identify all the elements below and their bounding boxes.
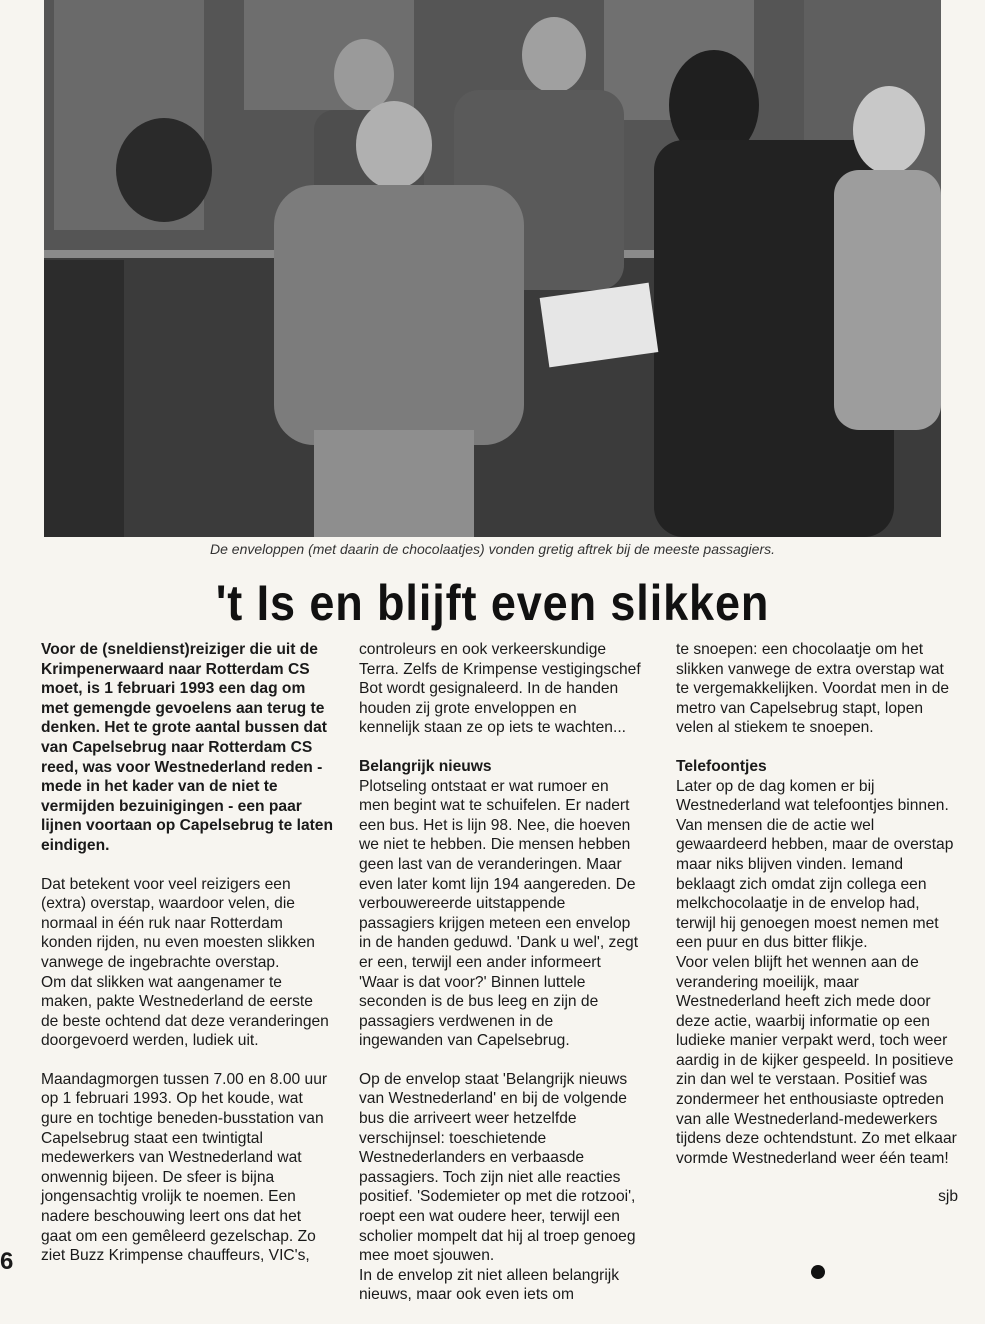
article-photo xyxy=(44,0,941,537)
lead-paragraph: Voor de (sneldienst)reiziger die uit de Krimpenerwaard naar Rotterdam CS moet, is 1 februari 1993 een dag om met gemengde gevoelens aan terug te denken. Het te grote aantal bussen dat van Capelsebrug naar Rotterdam CS reed, was voor Westnederland reden - mede in het kader van de niet te vermijden bezuinigingen - een paar lijnen voortaan op Capelsebrug te laten eindigen. xyxy=(41,641,334,854)
paragraph: Dat betekent voor veel reizigers een (extra) overstap, waardoor velen, die normaal in één ruk naar Rotterdam konden rijden, nu even moesten slikken vanwege de ingebrachte overstap. xyxy=(41,875,315,971)
paragraph: In de envelop zit niet alleen belangrijk nieuws, maar ook even iets om xyxy=(359,1266,620,1304)
end-bullet xyxy=(811,1265,825,1279)
column-3 xyxy=(676,640,958,1207)
photo-caption: De enveloppen (met daarin de chocolaatjes) vonden gretig aftrek bij de meeste passagiers. xyxy=(210,541,775,557)
paragraph: Plotseling ontstaat er wat rumoer en men begint wat te schuifelen. Er nadert een bus. Het is lijn 98. Nee, die hoeven we niet te hebben. Die mensen hebben geen last van de veranderingen. Maar even later komt lijn 194 aangereden. De verbouwereerde uitstappende passagiers krijgen meteen een envelop in de handen geduwd. 'Dank u wel', zegt er een, terwijl een ander informeert 'Waar is dat voor?' Binnen luttele seconden is de bus leeg en zijn de passagiers verdwenen in de ingewanden van Capelsebrug. xyxy=(359,777,639,1050)
subheading-telefoontjes: Telefoontjes xyxy=(676,757,767,775)
author-signature: sjb xyxy=(938,1188,958,1206)
photo-illustration xyxy=(44,0,941,537)
paragraph: Maandagmorgen tussen 7.00 en 8.00 uur op 1 februari 1993. Op het koude, wat gure en tochtige beneden-busstation van Capelsebrug staat een twintigtal medewerkers van Westnederland wat onwennig bijeen. De sfeer is bijna jongensachtig vrolijk te noemen. Een nadere beschouwing leert ons dat het gaat om een gemêleerd gezelschap. Zo ziet Buzz Krimpense chauffeurs, VIC's, xyxy=(41,1070,328,1265)
subheading-belangrijk-nieuws: Belangrijk nieuws xyxy=(359,757,492,775)
article-headline: 't Is en blijft even slikken xyxy=(215,575,770,631)
paragraph: Later op de dag komen er bij Westnederland wat telefoontjes binnen. Van mensen die de actie wel gewaardeerd hebben, maar de overstap maar niks blijven vinden. Iemand beklaagt zich omdat zijn collega een melkchocolaatje in de envelop had, terwijl hij genoegen moest nemen met een puur en dus bitter flikje. xyxy=(676,777,954,952)
paragraph: Op de envelop staat 'Belangrijk nieuws van Westnederland' en bij de volgende bus die arriveert weer hetzelfde verschijnsel: toeschietende Westnederlanders en verbaasde passagiers. Toch zijn niet alle reacties positief. 'Sodemieter op met die rotzooi', roept een wat oudere heer, terwijl een scholier mompelt dat hij al troep genoeg mee moet sjouwen. xyxy=(359,1070,636,1265)
paragraph: controleurs en ook verkeerskundige Terra. Zelfs de Krimpense vestigingschef Bot wordt gesignaleerd. In de handen houden zij grote enveloppen en kennelijk staan ze op iets te wachten... xyxy=(359,641,641,737)
column-2 xyxy=(359,640,641,1324)
page-number: 6 xyxy=(0,1248,14,1275)
column-1 xyxy=(41,640,333,1285)
paragraph: Voor velen blijft het wennen aan de verandering moeilijk, maar Westnederland heeft zich mede door deze actie, waarbij informatie op een ludieke manier verpakt werd, toch weer aardig in de kijker gespeeld. In positieve zin dan wel te verstaan. Positief was zondermeer het enthousiaste optreden van alle Westnederland-medewerkers tijdens deze ochtendstunt. Zo met elkaar vormde Westnederland weer één team! xyxy=(676,953,957,1167)
paragraph: te snoepen: een chocolaatje om het slikken vanwege de extra overstap wat te vergemakkelijken. Voordat men in de metro van Capelsebrug stapt, lopen velen al stiekem te snoepen. xyxy=(676,641,950,737)
paragraph: Om dat slikken wat aangenamer te maken, pakte Westnederland de eerste de beste ochtend dat deze veranderingen doorgevoerd werden, ludiek uit. xyxy=(41,973,329,1050)
